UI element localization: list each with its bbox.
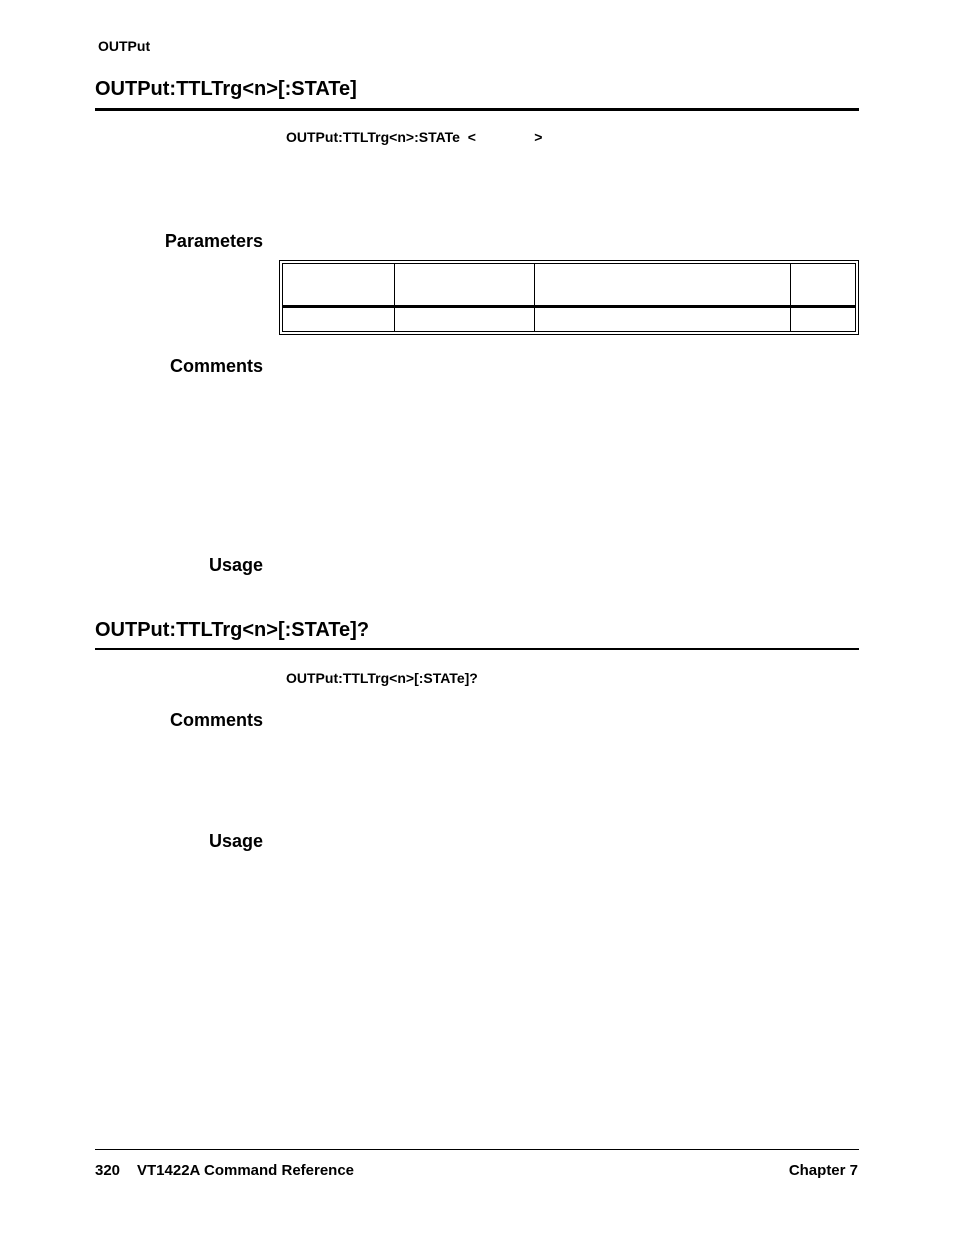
table-cell <box>283 307 395 332</box>
table-cell <box>791 307 856 332</box>
running-header: OUTPut <box>98 38 151 54</box>
footer-page-number: 320 <box>95 1162 121 1179</box>
table-row <box>283 307 856 332</box>
usage-label: Usage <box>208 831 263 851</box>
table-header-cell <box>535 264 791 307</box>
heading-rule <box>95 108 859 111</box>
footer-doc-title: VT1422A Command Reference <box>137 1162 355 1179</box>
footer-rule <box>95 1149 859 1150</box>
section-heading-state: OUTPut:TTLTrg<n>[:STATe] <box>95 78 357 100</box>
table-header-row <box>283 264 856 307</box>
table-cell <box>394 307 534 332</box>
table-header-cell <box>283 264 395 307</box>
syntax-line-state: OUTPut:TTLTrg<n>:STATe < > <box>286 129 543 145</box>
table-header-cell <box>394 264 534 307</box>
table-header-cell <box>791 264 856 307</box>
parameters-table <box>279 260 859 335</box>
comments-label: Comments <box>169 710 263 730</box>
table-cell <box>535 307 791 332</box>
usage-label: Usage <box>208 555 263 575</box>
comments-label: Comments <box>169 356 263 376</box>
footer-chapter: Chapter 7 <box>788 1162 858 1179</box>
heading-rule <box>95 648 859 650</box>
section-heading-state-query: OUTPut:TTLTrg<n>[:STATe]? <box>95 619 370 641</box>
syntax-line-state-query: OUTPut:TTLTrg<n>[:STATe]? <box>286 670 478 686</box>
parameters-label: Parameters <box>164 231 263 251</box>
